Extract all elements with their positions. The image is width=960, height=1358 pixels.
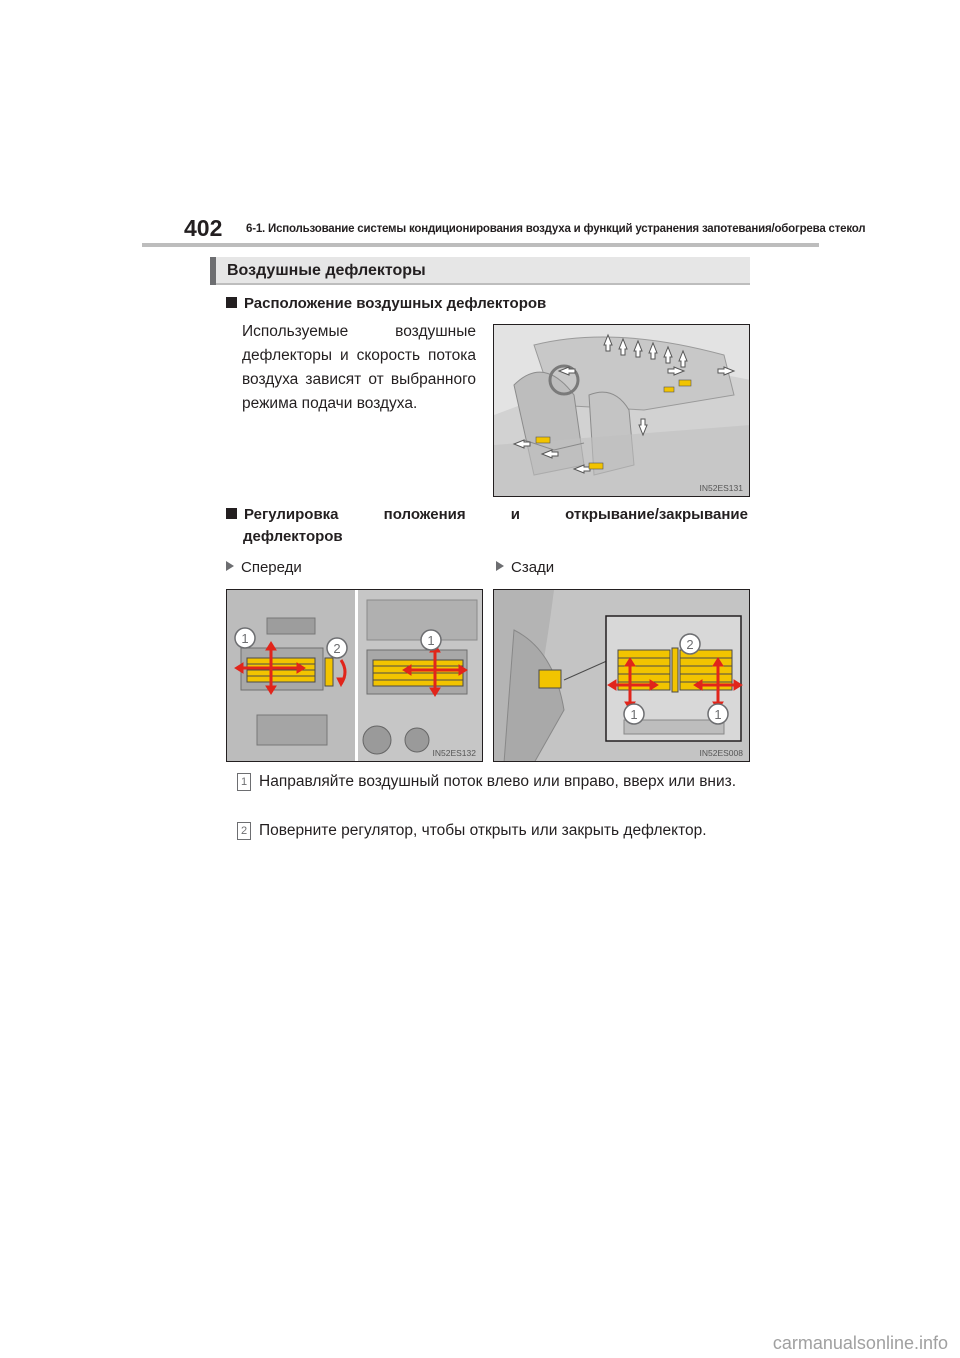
figure-code: IN52ES131 (699, 483, 743, 493)
location-heading (226, 293, 546, 315)
location-heading-text: Расположение воздушных дефлекторов (244, 295, 547, 312)
chapter-title: 6-1. Использование системы кондиционирования воздуха и функций устранения запотевания/обогрева стекол (246, 223, 866, 235)
adjustment-heading-line1 (226, 504, 748, 526)
rear-label-text: Сзади (511, 559, 555, 576)
square-bullet-icon (226, 297, 237, 308)
callout-1: 1 (714, 707, 722, 722)
rear-vents-illustration (494, 590, 750, 762)
cabin-illustration (494, 325, 750, 497)
adjustment-heading-line2: дефлекторов (243, 528, 343, 545)
triangle-bullet-icon (496, 561, 504, 571)
location-paragraph: Используемые воздушные дефлекторы и скорость потока воздуха зависят от выбранного режима подачи воздуха. (242, 323, 476, 412)
front-label (226, 559, 302, 576)
watermark: carmanualsonline.info (772, 1333, 948, 1353)
square-bullet-icon (226, 508, 237, 519)
figure-code: IN52ES132 (432, 748, 476, 758)
section-bar (210, 257, 750, 285)
legend-number: 1 (237, 773, 251, 791)
callout-1: 1 (241, 631, 249, 646)
section-title: Воздушные дефлекторы (227, 262, 426, 279)
adjustment-heading-word: открывание/закрывание (565, 506, 748, 523)
legend-item-1 (237, 770, 749, 794)
triangle-bullet-icon (226, 561, 234, 571)
adjustment-heading (226, 504, 748, 548)
front-vents-figure (226, 589, 483, 762)
legend-item-2 (237, 819, 749, 843)
adjustment-heading-word: Регулировка (226, 504, 339, 526)
callout-1: 1 (630, 707, 638, 722)
callout-1: 1 (427, 633, 435, 648)
rear-vents-figure (493, 589, 750, 762)
rear-label (496, 559, 554, 576)
legend-text: Направляйте воздушный поток влево или вправо, вверх или вниз. (259, 773, 737, 790)
callout-2: 2 (686, 637, 694, 652)
section-accent (210, 257, 216, 285)
front-vents-illustration (227, 590, 483, 762)
legend-number: 2 (237, 822, 251, 840)
figure-code: IN52ES008 (699, 748, 743, 758)
front-label-text: Спереди (241, 559, 302, 576)
header-rule (142, 243, 819, 247)
page-number: 402 (184, 215, 223, 241)
legend-text: Поверните регулятор, чтобы открыть или закрыть дефлектор. (259, 822, 707, 839)
adjustment-heading-word: положения (383, 506, 466, 523)
callout-2: 2 (333, 641, 341, 656)
adjustment-heading-word: и (510, 506, 520, 523)
cabin-overview-figure (493, 324, 750, 497)
